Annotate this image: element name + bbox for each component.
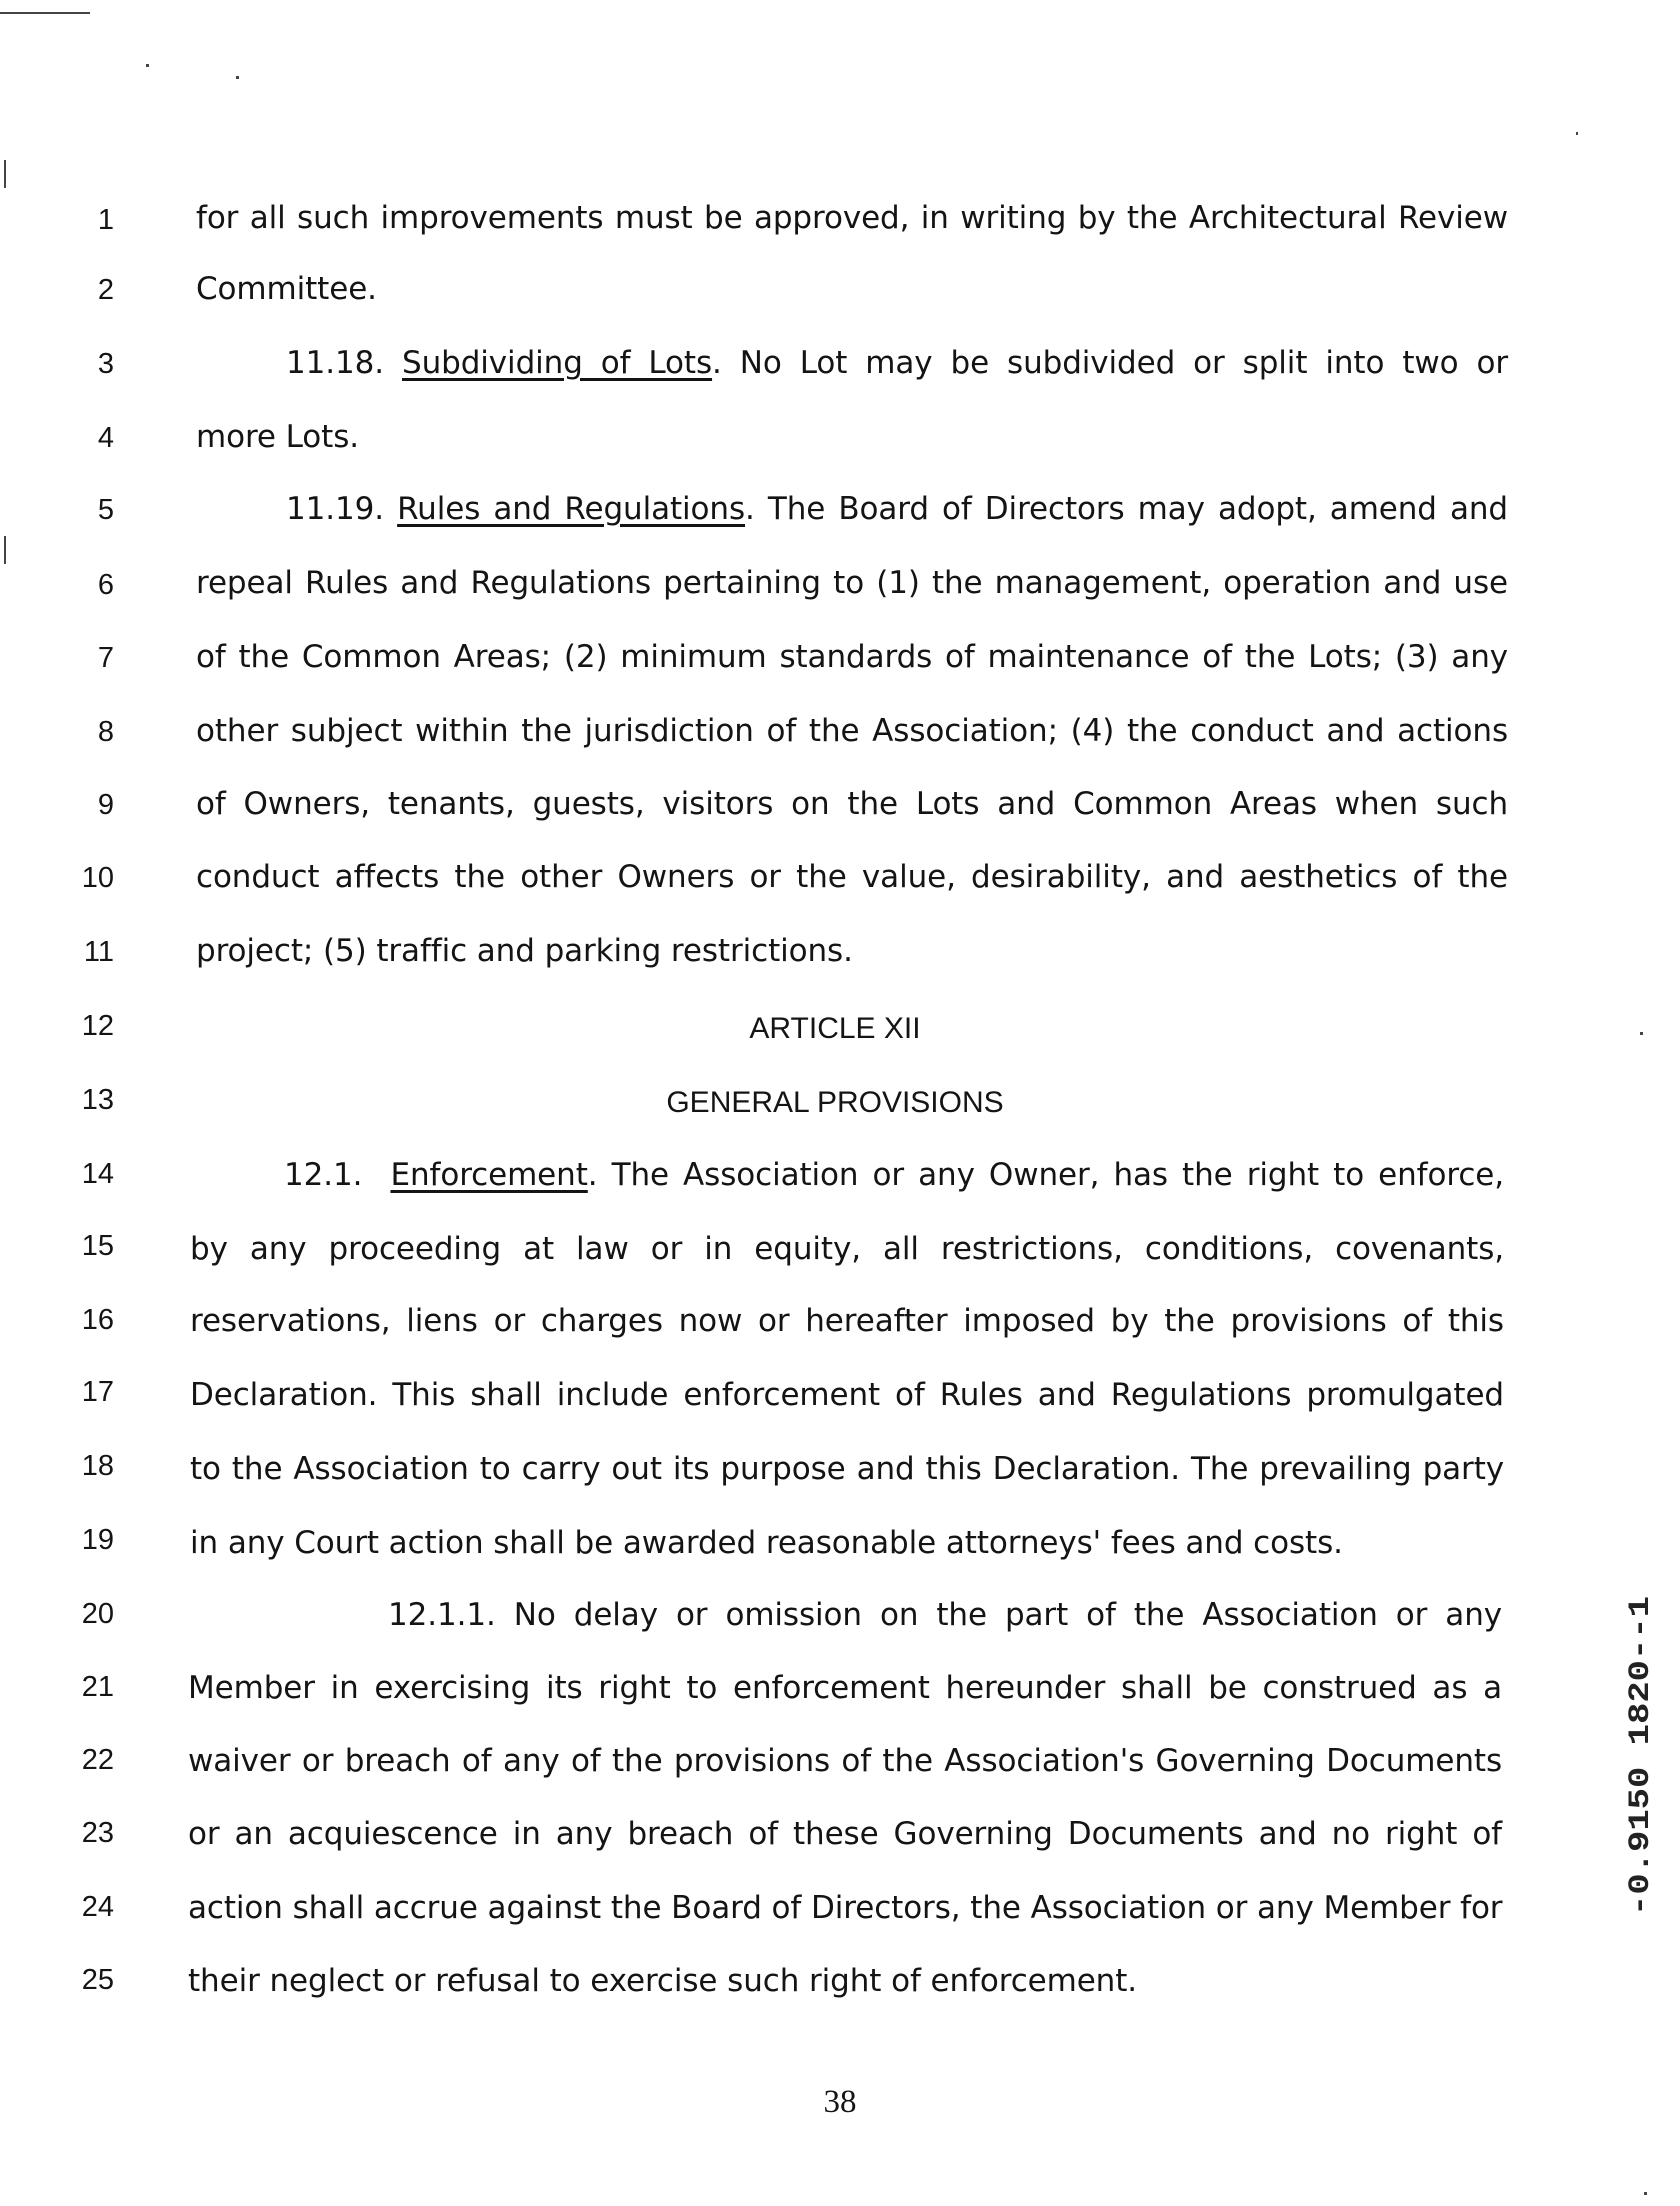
line-number: 22 [81,1744,114,1776]
line-number: 20 [81,1598,114,1630]
line-number: 10 [81,862,114,894]
body-line: more Lots. [196,419,360,455]
line-number: 11 [83,936,114,968]
line-number: 1 [97,204,114,236]
section-number: 12.1.1. [388,1597,496,1633]
line-number: 25 [81,1964,114,1996]
line-number: 4 [97,422,114,454]
section-number: 11.18. [286,345,385,381]
section-text: No delay or omission on the part of the Association or any [513,1597,1503,1633]
line-number: 24 [81,1891,114,1923]
article-title: GENERAL PROVISIONS [666,1086,1004,1119]
body-line: conduct affects the other Owners or the value, desirability, and aesthetics of the [196,859,1508,895]
line-number: 8 [97,716,114,748]
section-text: . The Association or any Owner, has the right to enforce, [587,1157,1504,1193]
article-number: ARTICLE XII [749,1012,921,1045]
line-number: 5 [97,494,114,526]
body-line: their neglect or refusal to exercise such right of enforcement. [188,1963,1138,1999]
body-line: reservations, liens or charges now or hereafter imposed by the provisions of this [190,1303,1504,1339]
body-line: Member in exercising its right to enforcement hereunder shall be construed as a [188,1670,1502,1706]
section-title: Enforcement [390,1157,588,1193]
line-number: 18 [81,1450,114,1482]
scan-mark-left-tick [4,160,6,188]
line-number: 9 [97,789,114,821]
body-line: for all such improvements must be approved, in writing by the Architectural Review [196,200,1508,236]
section-text: . The Board of Directors may adopt, amend and [745,491,1508,527]
scan-speck [146,64,149,67]
section-number: 11.19. [286,491,385,527]
body-line: by any proceeding at law or in equity, all restrictions, conditions, covenants, [190,1231,1504,1267]
line-number: 12 [81,1010,114,1042]
section-text: . No Lot may be subdivided or split into two or [712,345,1508,381]
section-title: Rules and Regulations [397,491,746,527]
line-number: 21 [81,1671,114,1703]
line-number: 13 [81,1084,114,1116]
body-line: other subject within the jurisdiction of the Association; (4) the conduct and actions [196,713,1508,749]
line-number: 7 [97,642,114,674]
body-line: waiver or breach of any of the provisions of the Association's Governing Documents [188,1743,1502,1779]
body-line: project; (5) traffic and parking restrictions. [196,933,853,969]
line-number: 17 [81,1376,114,1408]
page-number: 38 [823,2084,857,2120]
margin-stamp-text: -0.9150 1820--1 [1624,1645,1658,1916]
section-title: Subdividing of Lots [402,345,713,381]
scan-speck [1644,2192,1647,2195]
body-line: of Owners, tenants, guests, visitors on the Lots and Common Areas when such [196,786,1508,822]
line-number: 15 [81,1230,114,1262]
section-number: 12.1. [284,1157,363,1193]
body-line: repeal Rules and Regulations pertaining to (1) the management, operation and use [196,565,1508,601]
body-line: of the Common Areas; (2) minimum standards of maintenance of the Lots; (3) any [196,639,1508,675]
scan-mark-left-tick [4,536,6,564]
scan-speck [1576,132,1578,135]
body-line: Committee. [196,271,377,307]
line-number: 23 [81,1817,114,1849]
section-12-1-first-line [190,1154,1504,1196]
body-line: or an acquiescence in any breach of these Governing Documents and no right of [188,1816,1502,1852]
scan-speck [236,76,239,79]
line-number: 19 [81,1524,114,1556]
section-11-19-first-line [196,488,1508,530]
body-line: action shall accrue against the Board of Directors, the Association or any Member for [188,1890,1503,1926]
line-number: 14 [81,1158,114,1190]
line-number: 3 [97,348,114,380]
line-number: 6 [97,569,114,601]
section-12-1-1-first-line [188,1594,1502,1636]
body-line: to the Association to carry out its purpose and this Declaration. The prevailing party [190,1451,1504,1487]
body-line: in any Court action shall be awarded reasonable attorneys' fees and costs. [190,1525,1343,1561]
scan-speck [1640,1032,1643,1035]
scan-mark-top-rule [0,12,90,14]
margin-stamp [1620,1590,1660,1920]
line-number: 2 [97,274,114,306]
section-11-18-first-line [196,342,1508,384]
body-line: Declaration. This shall include enforcement of Rules and Regulations promulgated [190,1377,1504,1413]
line-number: 16 [81,1304,114,1336]
